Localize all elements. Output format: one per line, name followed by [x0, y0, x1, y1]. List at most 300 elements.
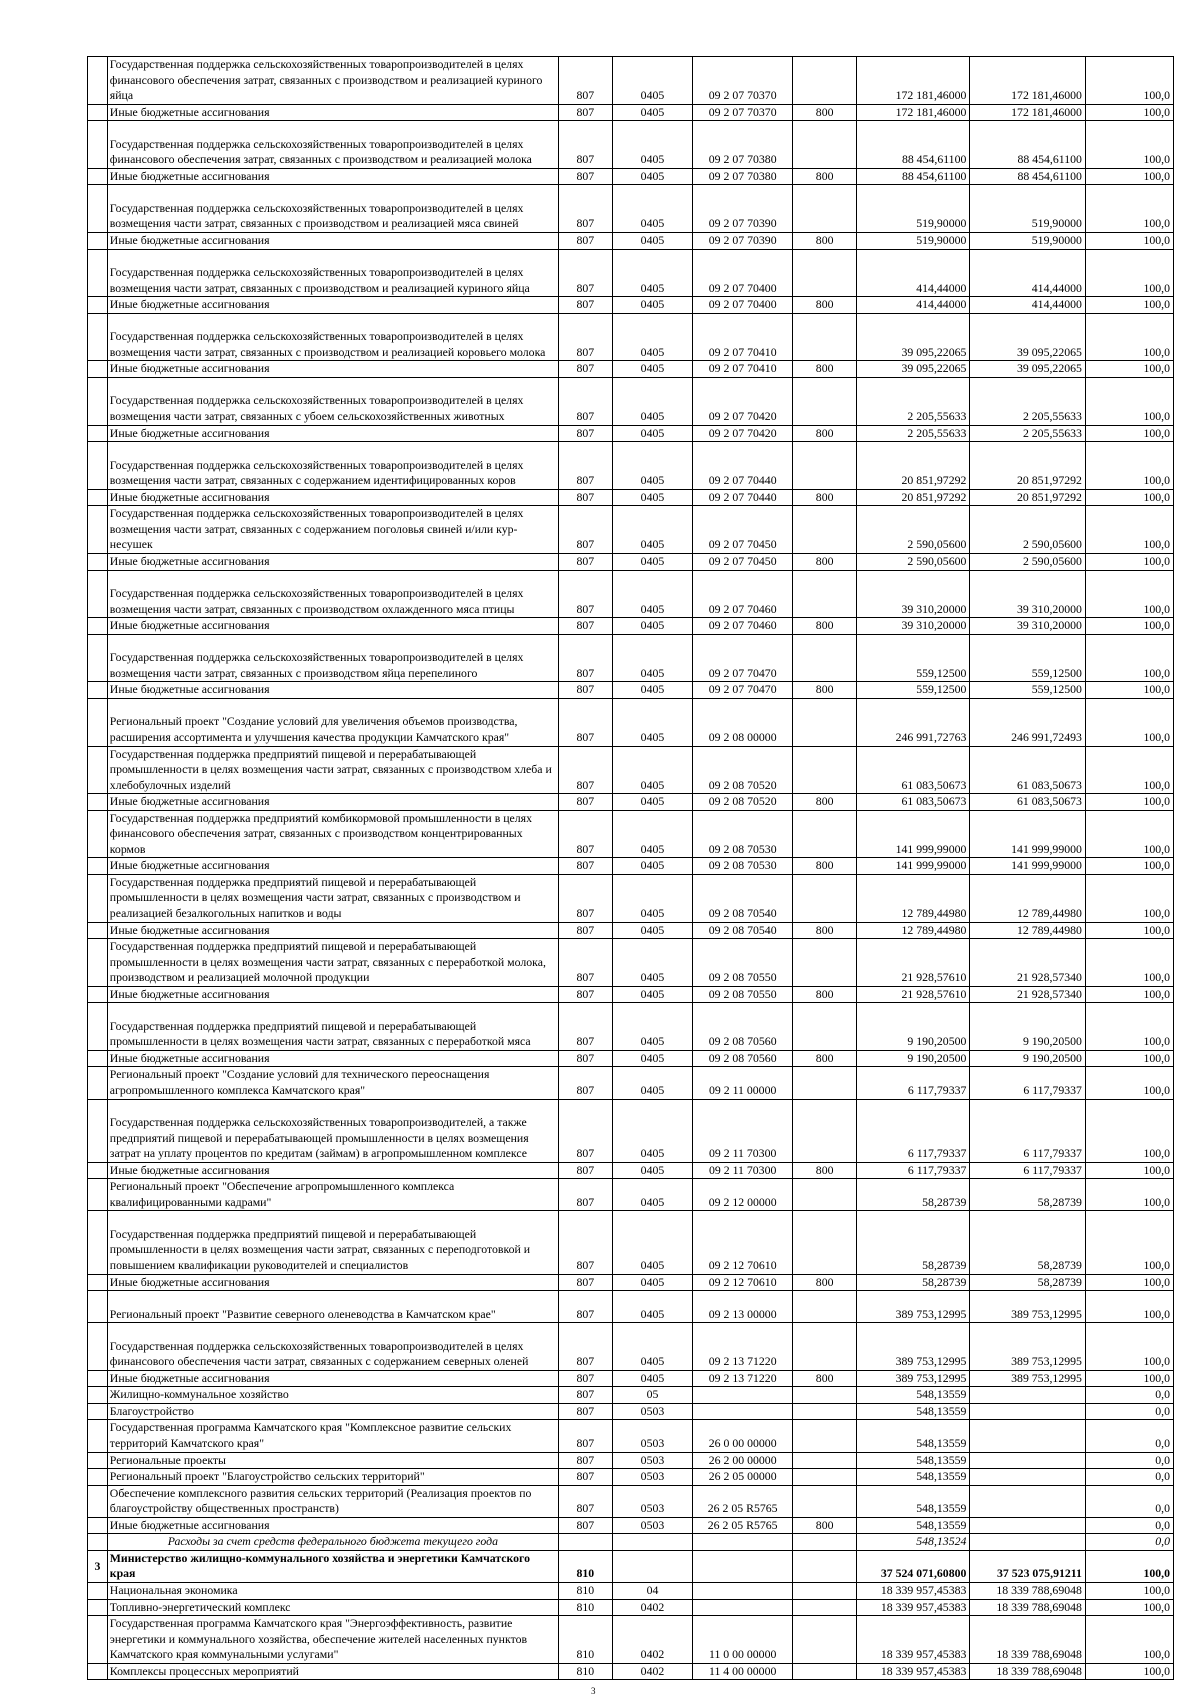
item-name-cell: Иные бюджетные ассигнования	[107, 553, 558, 570]
department-code-cell: 810	[558, 1616, 612, 1664]
execution-percent-cell: 100,0	[1085, 810, 1173, 858]
section-code-cell: 0503	[612, 1403, 692, 1420]
section-code-cell: 0405	[612, 104, 692, 121]
execution-percent-cell: 100,0	[1085, 442, 1173, 490]
item-name-cell: Государственная поддержка предприятий пищевой и перерабатывающей промышленности в целях возмещения части затрат, связанных с переподготовкой и повышением квалификации руководителей и специалистов	[107, 1211, 558, 1274]
table-row	[88, 506, 1174, 554]
approved-amount-cell: 519,90000	[857, 233, 970, 250]
department-code-cell: 807	[558, 442, 612, 490]
execution-percent-cell: 100,0	[1085, 1582, 1173, 1599]
row-number-cell	[88, 1387, 108, 1404]
table-row	[88, 986, 1174, 1003]
section-code-cell: 0405	[612, 553, 692, 570]
target-article-code-cell: 09 2 08 70550	[693, 986, 793, 1003]
approved-amount-cell: 2 205,55633	[857, 377, 970, 425]
target-article-code-cell: 09 2 08 70520	[693, 794, 793, 811]
expense-type-code-cell: 800	[793, 233, 857, 250]
approved-amount-cell: 20 851,97292	[857, 489, 970, 506]
table-row	[88, 425, 1174, 442]
row-number-cell	[88, 794, 108, 811]
section-code-cell: 0405	[612, 1099, 692, 1162]
target-article-code-cell: 09 2 08 00000	[693, 698, 793, 746]
section-code-cell: 0405	[612, 57, 692, 105]
expense-type-code-cell	[793, 1582, 857, 1599]
table-row	[88, 874, 1174, 922]
target-article-code-cell: 09 2 07 70420	[693, 377, 793, 425]
execution-percent-cell: 100,0	[1085, 233, 1173, 250]
item-name-cell: Государственная программа Камчатского края "Комплексное развитие сельских территорий Камчатского края"	[107, 1420, 558, 1452]
department-code-cell: 807	[558, 1323, 612, 1371]
row-number-cell	[88, 104, 108, 121]
department-code-cell: 807	[558, 1179, 612, 1211]
expense-type-code-cell	[793, 1387, 857, 1404]
table-row	[88, 1050, 1174, 1067]
table-row	[88, 361, 1174, 378]
department-code-cell: 807	[558, 1003, 612, 1051]
section-code-cell: 0405	[612, 1050, 692, 1067]
section-code-cell: 0405	[612, 874, 692, 922]
approved-amount-cell: 172 181,46000	[857, 104, 970, 121]
expense-type-code-cell	[793, 1211, 857, 1274]
row-number-cell	[88, 1452, 108, 1469]
execution-percent-cell: 100,0	[1085, 104, 1173, 121]
expense-type-code-cell	[793, 249, 857, 297]
approved-amount-cell: 9 190,20500	[857, 1050, 970, 1067]
row-number-cell	[88, 746, 108, 794]
item-name-cell: Региональные проекты	[107, 1452, 558, 1469]
section-code-cell: 0405	[612, 313, 692, 361]
expense-type-code-cell	[793, 1291, 857, 1323]
row-number-cell	[88, 1274, 108, 1291]
table-row	[88, 57, 1174, 105]
item-name-cell: Региональный проект "Развитие северного оленеводства в Камчатском крае"	[107, 1291, 558, 1323]
execution-percent-cell: 100,0	[1085, 553, 1173, 570]
row-number-cell	[88, 634, 108, 682]
execution-percent-cell: 0,0	[1085, 1534, 1173, 1551]
section-code-cell: 0405	[612, 1370, 692, 1387]
row-number-cell	[88, 185, 108, 233]
department-code-cell: 807	[558, 104, 612, 121]
executed-amount-cell: 9 190,20500	[970, 1003, 1086, 1051]
expense-type-code-cell: 800	[793, 986, 857, 1003]
section-code-cell: 0405	[612, 425, 692, 442]
executed-amount-cell: 18 339 788,69048	[970, 1663, 1086, 1680]
target-article-code-cell: 09 2 13 71220	[693, 1370, 793, 1387]
item-name-cell: Региональный проект "Создание условий для технического переоснащения агропромышленного комплекса Камчатского края"	[107, 1067, 558, 1099]
item-name-cell: Государственная поддержка сельскохозяйственных товаропроизводителей в целях возмещения части затрат, связанных с производством и реализацией куриного яйца	[107, 249, 558, 297]
department-code-cell: 807	[558, 1099, 612, 1162]
section-code-cell: 0405	[612, 634, 692, 682]
expense-type-code-cell: 800	[793, 682, 857, 699]
target-article-code-cell	[693, 1550, 793, 1582]
department-code-cell: 807	[558, 57, 612, 105]
item-name-cell: Иные бюджетные ассигнования	[107, 361, 558, 378]
executed-amount-cell: 39 310,20000	[970, 570, 1086, 618]
executed-amount-cell: 18 339 788,69048	[970, 1616, 1086, 1664]
section-code-cell: 0405	[612, 185, 692, 233]
section-code-cell: 0405	[612, 249, 692, 297]
target-article-code-cell: 09 2 07 70390	[693, 233, 793, 250]
execution-percent-cell: 100,0	[1085, 1179, 1173, 1211]
target-article-code-cell: 26 2 05 00000	[693, 1469, 793, 1486]
executed-amount-cell: 61 083,50673	[970, 746, 1086, 794]
approved-amount-cell: 9 190,20500	[857, 1003, 970, 1051]
department-code-cell: 807	[558, 986, 612, 1003]
row-number-cell	[88, 1403, 108, 1420]
target-article-code-cell	[693, 1534, 793, 1551]
target-article-code-cell: 09 2 08 70560	[693, 1003, 793, 1051]
executed-amount-cell: 88 454,61100	[970, 121, 1086, 169]
department-code-cell: 807	[558, 634, 612, 682]
execution-percent-cell: 100,0	[1085, 1274, 1173, 1291]
approved-amount-cell: 21 928,57610	[857, 939, 970, 987]
execution-percent-cell: 100,0	[1085, 634, 1173, 682]
department-code-cell: 807	[558, 1387, 612, 1404]
row-number-cell	[88, 1291, 108, 1323]
section-code-cell: 0405	[612, 618, 692, 635]
department-code-cell: 807	[558, 1517, 612, 1534]
item-name-cell: Иные бюджетные ассигнования	[107, 1050, 558, 1067]
table-row	[88, 570, 1174, 618]
table-row	[88, 1517, 1174, 1534]
executed-amount-cell	[970, 1452, 1086, 1469]
approved-amount-cell: 548,13559	[857, 1403, 970, 1420]
expense-type-code-cell: 800	[793, 1274, 857, 1291]
execution-percent-cell: 100,0	[1085, 377, 1173, 425]
approved-amount-cell: 12 789,44980	[857, 922, 970, 939]
target-article-code-cell: 09 2 07 70440	[693, 442, 793, 490]
approved-amount-cell: 20 851,97292	[857, 442, 970, 490]
execution-percent-cell: 0,0	[1085, 1403, 1173, 1420]
section-code-cell: 0405	[612, 570, 692, 618]
table-row	[88, 1550, 1174, 1582]
target-article-code-cell: 09 2 07 70370	[693, 104, 793, 121]
table-row	[88, 297, 1174, 314]
item-name-cell: Государственная поддержка сельскохозяйственных товаропроизводителей в целях возмещения части затрат, связанных с производством охлажденного мяса птицы	[107, 570, 558, 618]
table-row	[88, 682, 1174, 699]
executed-amount-cell: 559,12500	[970, 682, 1086, 699]
executed-amount-cell: 172 181,46000	[970, 104, 1086, 121]
execution-percent-cell: 0,0	[1085, 1420, 1173, 1452]
approved-amount-cell: 21 928,57610	[857, 986, 970, 1003]
expense-type-code-cell: 800	[793, 104, 857, 121]
target-article-code-cell	[693, 1582, 793, 1599]
executed-amount-cell: 246 991,72493	[970, 698, 1086, 746]
section-code-cell: 0405	[612, 233, 692, 250]
approved-amount-cell: 141 999,99000	[857, 858, 970, 875]
target-article-code-cell: 09 2 07 70470	[693, 634, 793, 682]
section-code-cell: 0503	[612, 1485, 692, 1517]
department-code-cell: 807	[558, 297, 612, 314]
expense-type-code-cell: 800	[793, 1517, 857, 1534]
item-name-cell: Комплексы процессных мероприятий	[107, 1663, 558, 1680]
table-row	[88, 1452, 1174, 1469]
section-code-cell: 0503	[612, 1469, 692, 1486]
table-row	[88, 618, 1174, 635]
approved-amount-cell: 519,90000	[857, 185, 970, 233]
target-article-code-cell: 09 2 08 70540	[693, 874, 793, 922]
table-row	[88, 1099, 1174, 1162]
executed-amount-cell: 21 928,57340	[970, 986, 1086, 1003]
approved-amount-cell: 61 083,50673	[857, 746, 970, 794]
executed-amount-cell: 58,28739	[970, 1179, 1086, 1211]
section-code-cell: 0405	[612, 442, 692, 490]
executed-amount-cell: 21 928,57340	[970, 939, 1086, 987]
item-name-cell: Государственная поддержка сельскохозяйственных товаропроизводителей в целях возмещения части затрат, связанных с производством и реализацией коровьего молока	[107, 313, 558, 361]
row-number-cell	[88, 1179, 108, 1211]
budget-table-body	[88, 57, 1174, 1680]
approved-amount-cell: 58,28739	[857, 1211, 970, 1274]
row-number-cell	[88, 1370, 108, 1387]
execution-percent-cell: 100,0	[1085, 1599, 1173, 1616]
item-name-cell: Региональный проект "Создание условий для увеличения объемов производства, расширения ассортимента и улучшения качества продукции Камчатского края"	[107, 698, 558, 746]
target-article-code-cell: 09 2 13 00000	[693, 1291, 793, 1323]
department-code-cell: 810	[558, 1599, 612, 1616]
expense-type-code-cell	[793, 698, 857, 746]
execution-percent-cell: 100,0	[1085, 297, 1173, 314]
row-number-cell	[88, 939, 108, 987]
target-article-code-cell: 09 2 13 71220	[693, 1323, 793, 1371]
execution-percent-cell: 100,0	[1085, 506, 1173, 554]
execution-percent-cell: 100,0	[1085, 874, 1173, 922]
item-name-cell: Государственная поддержка сельскохозяйственных товаропроизводителей в целях возмещения части затрат, связанных с производством и реализацией мяса свиней	[107, 185, 558, 233]
department-code-cell: 807	[558, 1211, 612, 1274]
approved-amount-cell: 6 117,79337	[857, 1162, 970, 1179]
item-name-cell: Жилищно-коммунальное хозяйство	[107, 1387, 558, 1404]
department-code-cell: 807	[558, 506, 612, 554]
department-code-cell: 807	[558, 1291, 612, 1323]
execution-percent-cell: 100,0	[1085, 1162, 1173, 1179]
section-code-cell: 0405	[612, 1003, 692, 1051]
table-row	[88, 1211, 1174, 1274]
section-code-cell: 0503	[612, 1452, 692, 1469]
item-name-cell: Государственная поддержка сельскохозяйственных товаропроизводителей в целях возмещения части затрат, связанных с содержанием идентифицированных коров	[107, 442, 558, 490]
table-row	[88, 698, 1174, 746]
approved-amount-cell: 414,44000	[857, 249, 970, 297]
section-code-cell: 0405	[612, 506, 692, 554]
executed-amount-cell: 58,28739	[970, 1274, 1086, 1291]
target-article-code-cell	[693, 1599, 793, 1616]
expense-type-code-cell: 800	[793, 425, 857, 442]
target-article-code-cell: 09 2 08 70530	[693, 810, 793, 858]
row-number-cell	[88, 506, 108, 554]
approved-amount-cell: 548,13559	[857, 1517, 970, 1534]
expense-type-code-cell	[793, 874, 857, 922]
row-number-cell	[88, 1469, 108, 1486]
section-code-cell: 0405	[612, 297, 692, 314]
section-code-cell: 0405	[612, 377, 692, 425]
table-row	[88, 1469, 1174, 1486]
row-number-cell	[88, 1162, 108, 1179]
item-name-cell: Министерство жилищно-коммунального хозяйства и энергетики Камчатского края	[107, 1550, 558, 1582]
approved-amount-cell: 6 117,79337	[857, 1099, 970, 1162]
approved-amount-cell: 39 310,20000	[857, 570, 970, 618]
executed-amount-cell: 6 117,79337	[970, 1099, 1086, 1162]
department-code-cell: 807	[558, 121, 612, 169]
table-row	[88, 858, 1174, 875]
target-article-code-cell: 26 0 00 00000	[693, 1420, 793, 1452]
department-code-cell: 807	[558, 168, 612, 185]
item-name-cell: Региональный проект "Обеспечение агропромышленного комплекса квалифицированными кадрами"	[107, 1179, 558, 1211]
expense-type-code-cell: 800	[793, 553, 857, 570]
item-name-cell: Государственная поддержка предприятий пищевой и перерабатывающей промышленности в целях возмещения части затрат, связанных с переработкой молока, производством и реализацией молочной продукции	[107, 939, 558, 987]
row-number-cell	[88, 168, 108, 185]
executed-amount-cell: 12 789,44980	[970, 874, 1086, 922]
row-number-cell	[88, 1663, 108, 1680]
target-article-code-cell: 09 2 07 70440	[693, 489, 793, 506]
target-article-code-cell: 09 2 08 70560	[693, 1050, 793, 1067]
row-number-cell	[88, 57, 108, 105]
approved-amount-cell: 58,28739	[857, 1274, 970, 1291]
section-code-cell	[612, 1534, 692, 1551]
item-name-cell: Региональный проект "Благоустройство сельских территорий"	[107, 1469, 558, 1486]
row-number-cell	[88, 1323, 108, 1371]
target-article-code-cell: 09 2 08 70540	[693, 922, 793, 939]
expense-type-code-cell	[793, 377, 857, 425]
item-name-cell: Иные бюджетные ассигнования	[107, 1517, 558, 1534]
item-name-cell: Государственная программа Камчатского края "Энергоэффективность, развитие энергетики и коммунального хозяйства, обеспечение жителей населенных пунктов Камчатского края коммунальными услугами"	[107, 1616, 558, 1664]
section-code-cell	[612, 1550, 692, 1582]
section-code-cell: 0405	[612, 168, 692, 185]
table-row	[88, 939, 1174, 987]
item-name-cell: Национальная экономика	[107, 1582, 558, 1599]
table-row	[88, 1599, 1174, 1616]
expense-type-code-cell: 800	[793, 1162, 857, 1179]
approved-amount-cell: 389 753,12995	[857, 1370, 970, 1387]
executed-amount-cell: 18 339 788,69048	[970, 1599, 1086, 1616]
section-code-cell: 0405	[612, 1067, 692, 1099]
row-number-cell	[88, 489, 108, 506]
row-number-cell	[88, 1534, 108, 1551]
execution-percent-cell: 0,0	[1085, 1517, 1173, 1534]
table-row	[88, 1616, 1174, 1664]
execution-percent-cell: 0,0	[1085, 1387, 1173, 1404]
executed-amount-cell: 58,28739	[970, 1211, 1086, 1274]
row-number-cell	[88, 874, 108, 922]
row-number-cell	[88, 1211, 108, 1274]
execution-percent-cell: 100,0	[1085, 858, 1173, 875]
row-number-cell	[88, 570, 108, 618]
executed-amount-cell: 414,44000	[970, 297, 1086, 314]
row-number-cell	[88, 297, 108, 314]
department-code-cell: 810	[558, 1550, 612, 1582]
target-article-code-cell: 09 2 07 70450	[693, 506, 793, 554]
section-code-cell: 0405	[612, 986, 692, 1003]
target-article-code-cell: 09 2 07 70390	[693, 185, 793, 233]
target-article-code-cell	[693, 1387, 793, 1404]
table-row	[88, 377, 1174, 425]
item-name-cell: Государственная поддержка сельскохозяйственных товаропроизводителей в целях финансового обеспечения затрат, связанных с производством и реализацией куриного яйца	[107, 57, 558, 105]
expense-type-code-cell	[793, 1179, 857, 1211]
expense-type-code-cell: 800	[793, 618, 857, 635]
execution-percent-cell: 100,0	[1085, 698, 1173, 746]
row-number-cell	[88, 698, 108, 746]
expense-type-code-cell	[793, 1403, 857, 1420]
expense-type-code-cell	[793, 313, 857, 361]
executed-amount-cell: 12 789,44980	[970, 922, 1086, 939]
expense-type-code-cell	[793, 57, 857, 105]
executed-amount-cell: 2 205,55633	[970, 377, 1086, 425]
approved-amount-cell: 548,13524	[857, 1534, 970, 1551]
execution-percent-cell: 100,0	[1085, 249, 1173, 297]
section-code-cell: 0405	[612, 1211, 692, 1274]
approved-amount-cell: 389 753,12995	[857, 1323, 970, 1371]
section-code-cell: 0405	[612, 1323, 692, 1371]
execution-percent-cell: 100,0	[1085, 618, 1173, 635]
executed-amount-cell: 389 753,12995	[970, 1291, 1086, 1323]
execution-percent-cell: 100,0	[1085, 425, 1173, 442]
row-number-cell	[88, 121, 108, 169]
executed-amount-cell	[970, 1420, 1086, 1452]
table-row	[88, 442, 1174, 490]
target-article-code-cell: 09 2 07 70400	[693, 249, 793, 297]
section-code-cell: 0503	[612, 1517, 692, 1534]
table-row	[88, 634, 1174, 682]
department-code-cell: 807	[558, 313, 612, 361]
section-code-cell: 0405	[612, 746, 692, 794]
table-row	[88, 1582, 1174, 1599]
department-code-cell	[558, 1534, 612, 1551]
approved-amount-cell: 37 524 071,60800	[857, 1550, 970, 1582]
execution-percent-cell: 100,0	[1085, 794, 1173, 811]
item-name-cell: Иные бюджетные ассигнования	[107, 682, 558, 699]
execution-percent-cell: 100,0	[1085, 746, 1173, 794]
item-name-cell: Иные бюджетные ассигнования	[107, 618, 558, 635]
expense-type-code-cell	[793, 1550, 857, 1582]
row-number-cell	[88, 810, 108, 858]
table-row	[88, 810, 1174, 858]
execution-percent-cell: 100,0	[1085, 168, 1173, 185]
row-number-cell	[88, 377, 108, 425]
table-row	[88, 1663, 1174, 1680]
department-code-cell: 807	[558, 858, 612, 875]
department-code-cell: 807	[558, 1274, 612, 1291]
section-code-cell: 0405	[612, 682, 692, 699]
execution-percent-cell: 100,0	[1085, 489, 1173, 506]
table-row	[88, 489, 1174, 506]
row-number-cell	[88, 425, 108, 442]
section-code-cell: 0405	[612, 489, 692, 506]
execution-percent-cell: 100,0	[1085, 121, 1173, 169]
row-number-cell	[88, 618, 108, 635]
expense-type-code-cell	[793, 634, 857, 682]
target-article-code-cell: 09 2 12 70610	[693, 1211, 793, 1274]
approved-amount-cell: 559,12500	[857, 634, 970, 682]
section-code-cell: 04	[612, 1582, 692, 1599]
section-code-cell: 0405	[612, 810, 692, 858]
executed-amount-cell: 39 310,20000	[970, 618, 1086, 635]
section-code-cell: 0405	[612, 121, 692, 169]
row-number-cell	[88, 442, 108, 490]
execution-percent-cell: 100,0	[1085, 986, 1173, 1003]
item-name-cell: Иные бюджетные ассигнования	[107, 986, 558, 1003]
executed-amount-cell: 20 851,97292	[970, 442, 1086, 490]
executed-amount-cell: 61 083,50673	[970, 794, 1086, 811]
executed-amount-cell: 39 095,22065	[970, 361, 1086, 378]
table-row	[88, 922, 1174, 939]
expense-type-code-cell	[793, 1420, 857, 1452]
expense-type-code-cell	[793, 506, 857, 554]
table-row	[88, 794, 1174, 811]
item-name-cell: Государственная поддержка сельскохозяйственных товаропроизводителей в целях возмещения части затрат, связанных с убоем сельскохозяйственных животных	[107, 377, 558, 425]
department-code-cell: 807	[558, 922, 612, 939]
department-code-cell: 807	[558, 1485, 612, 1517]
row-number-cell	[88, 553, 108, 570]
expense-type-code-cell	[793, 1323, 857, 1371]
expense-type-code-cell	[793, 1469, 857, 1486]
section-code-cell: 0405	[612, 1274, 692, 1291]
table-row	[88, 1274, 1174, 1291]
